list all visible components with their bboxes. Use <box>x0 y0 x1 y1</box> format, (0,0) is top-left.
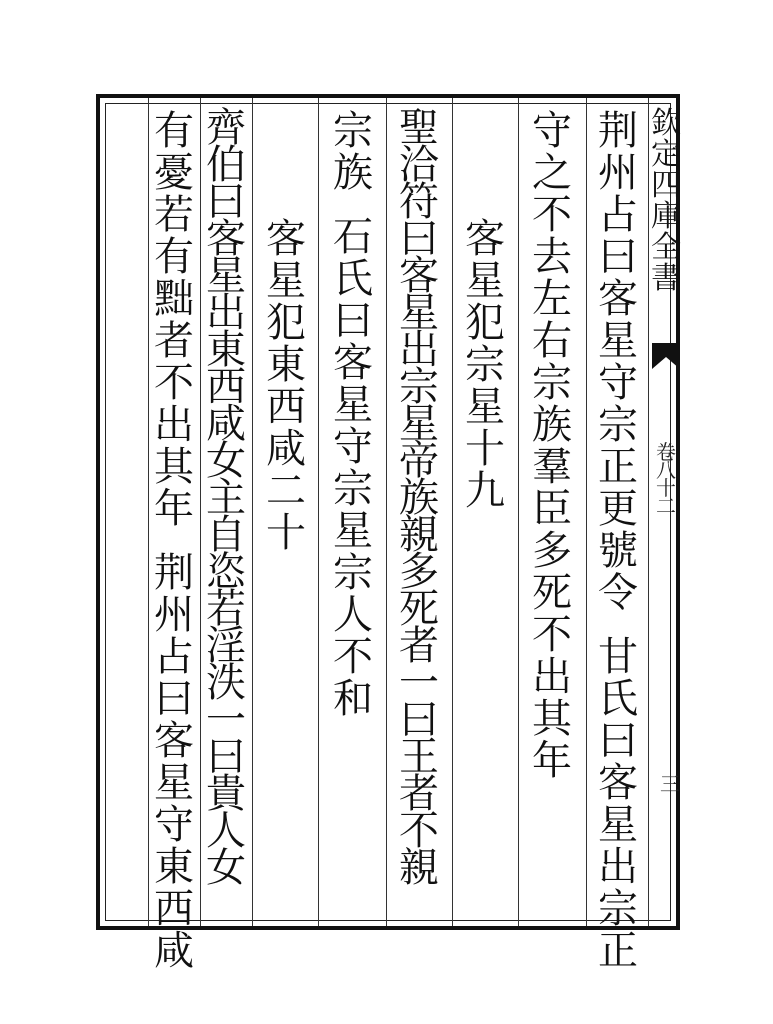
text-char: 九 <box>465 468 505 514</box>
text-char: 去 <box>532 234 572 280</box>
text-char: 守 <box>598 360 638 406</box>
text-char: 荆 <box>154 550 194 596</box>
text-char: 曰 <box>399 216 439 262</box>
text-char: 守 <box>154 802 194 848</box>
column-rule <box>200 98 201 926</box>
text-char: 不 <box>154 360 194 406</box>
text-column-6-segment-2 <box>262 218 310 554</box>
text-char: 之 <box>532 150 572 196</box>
text-char: 星 <box>465 384 505 430</box>
text-char: 者 <box>399 771 439 817</box>
text-char: 王 <box>399 734 439 780</box>
text-column-1-segment-1 <box>594 110 642 614</box>
text-char: 出 <box>206 290 246 336</box>
text-char: 石 <box>333 214 373 260</box>
text-char: 人 <box>206 808 246 854</box>
text-char: 客 <box>333 340 373 386</box>
text-char: 女 <box>206 845 246 891</box>
text-char: 死 <box>532 570 572 616</box>
text-char: 客 <box>598 276 638 322</box>
text-char: 宗 <box>333 108 373 154</box>
text-char: 星 <box>399 401 439 447</box>
column-rule <box>648 98 649 926</box>
text-char: 正 <box>598 444 638 490</box>
text-char: 咸 <box>266 426 306 472</box>
text-char: 曰 <box>598 718 638 764</box>
text-char: 親 <box>399 512 439 558</box>
text-char: 星 <box>333 508 373 554</box>
text-char: 出 <box>154 402 194 448</box>
column-rule <box>252 98 253 926</box>
text-char: 客 <box>154 718 194 764</box>
text-char: 不 <box>399 808 439 854</box>
column-rule <box>318 98 319 926</box>
text-char: 宗 <box>598 886 638 932</box>
text-char: 二 <box>266 468 306 514</box>
text-char: 宗 <box>333 466 373 512</box>
margin-page-number: 三 <box>660 772 680 796</box>
text-char: 出 <box>532 654 572 700</box>
fish-tail-mark <box>652 343 680 383</box>
text-char: 甘 <box>598 634 638 680</box>
text-column-1-segment-2 <box>594 636 642 972</box>
text-char: 宗 <box>465 342 505 388</box>
text-char: 星 <box>206 253 246 299</box>
text-char: 咸 <box>206 401 246 447</box>
text-column-3-segment-2 <box>461 218 509 512</box>
text-char: 荆 <box>598 108 638 154</box>
text-char: 年 <box>154 486 194 532</box>
text-char: 有 <box>154 234 194 280</box>
text-char: 者 <box>399 623 439 669</box>
text-char: 主 <box>206 475 246 521</box>
text-char: 曰 <box>206 179 246 225</box>
text-char: 星 <box>266 258 306 304</box>
text-char: 守 <box>532 108 572 154</box>
text-char: 宗 <box>333 550 373 596</box>
text-char: 東 <box>154 844 194 890</box>
column-rule <box>452 98 453 926</box>
text-char: 氏 <box>333 256 373 302</box>
text-char: 伯 <box>206 142 246 188</box>
text-char: 臣 <box>532 486 572 532</box>
text-char: 族 <box>399 475 439 521</box>
text-column-8-segment-2 <box>150 552 198 972</box>
text-char: 黜 <box>154 276 194 322</box>
text-char: 更 <box>598 486 638 532</box>
text-char: 西 <box>206 364 246 410</box>
text-char: 不 <box>532 192 572 238</box>
text-char: 客 <box>465 216 505 262</box>
text-char: 死 <box>399 586 439 632</box>
text-column-4-segment-1 <box>395 105 443 891</box>
text-char: 正 <box>598 928 638 974</box>
margin-volume: 卷八十二 <box>656 440 676 518</box>
text-char: 族 <box>333 150 373 196</box>
text-char: 宗 <box>532 360 572 406</box>
text-char: 星 <box>598 318 638 364</box>
text-char: 不 <box>333 634 373 680</box>
text-char: 齊 <box>206 105 246 151</box>
text-char: 客 <box>266 216 306 262</box>
text-char: 洽 <box>399 142 439 188</box>
text-char: 州 <box>598 150 638 196</box>
text-char: 自 <box>206 512 246 558</box>
text-char: 其 <box>532 696 572 742</box>
text-char: 一 <box>399 660 439 706</box>
text-char: 多 <box>532 528 572 574</box>
text-char: 星 <box>333 382 373 428</box>
text-char: 和 <box>333 676 373 722</box>
text-char: 親 <box>399 845 439 891</box>
text-char: 聖 <box>399 105 439 151</box>
text-char: 星 <box>154 760 194 806</box>
text-char: 西 <box>266 384 306 430</box>
text-column-5-segment-1 <box>329 110 377 194</box>
book-page-frame <box>96 94 681 974</box>
column-rule <box>586 98 587 926</box>
text-char: 氏 <box>598 676 638 722</box>
text-char: 客 <box>399 253 439 299</box>
text-char: 號 <box>598 528 638 574</box>
text-char: 犯 <box>465 300 505 346</box>
text-char: 曰 <box>598 234 638 280</box>
column-rule <box>148 98 149 926</box>
text-char: 占 <box>154 634 194 680</box>
text-column-7-segment-1 <box>202 105 250 891</box>
text-char: 占 <box>598 192 638 238</box>
text-char: 守 <box>333 424 373 470</box>
text-char: 恣 <box>206 549 246 595</box>
text-char: 星 <box>399 290 439 336</box>
text-char: 左 <box>532 276 572 322</box>
text-char: 淫 <box>206 623 246 669</box>
text-char: 犯 <box>266 300 306 346</box>
margin-book-title: 欽定四庫全書 <box>651 106 681 296</box>
text-char: 曰 <box>333 298 373 344</box>
text-char: 多 <box>399 549 439 595</box>
text-char: 一 <box>206 697 246 743</box>
text-char: 憂 <box>154 150 194 196</box>
text-char: 東 <box>266 342 306 388</box>
text-char: 十 <box>465 426 505 472</box>
text-char: 出 <box>399 327 439 373</box>
text-char: 曰 <box>399 697 439 743</box>
text-column-8-segment-1 <box>150 110 198 530</box>
text-char: 羣 <box>532 444 572 490</box>
text-char: 不 <box>532 612 572 658</box>
text-char: 曰 <box>206 734 246 780</box>
text-char: 若 <box>206 586 246 632</box>
text-char: 者 <box>154 318 194 364</box>
text-char: 帝 <box>399 438 439 484</box>
text-char: 其 <box>154 444 194 490</box>
text-char: 星 <box>598 802 638 848</box>
text-char: 東 <box>206 327 246 373</box>
text-char: 人 <box>333 592 373 638</box>
text-char: 西 <box>154 886 194 932</box>
column-rule <box>518 98 519 926</box>
text-char: 十 <box>266 510 306 556</box>
text-char: 客 <box>598 760 638 806</box>
text-char: 宗 <box>598 402 638 448</box>
text-char: 符 <box>399 179 439 225</box>
text-char: 星 <box>465 258 505 304</box>
text-char: 客 <box>206 216 246 262</box>
text-char: 令 <box>598 570 638 616</box>
text-char: 泆 <box>206 660 246 706</box>
column-rule <box>386 98 387 926</box>
text-char: 貴 <box>206 771 246 817</box>
text-char: 有 <box>154 108 194 154</box>
text-char: 女 <box>206 438 246 484</box>
text-char: 族 <box>532 402 572 448</box>
text-char: 出 <box>598 844 638 890</box>
text-char: 宗 <box>399 364 439 410</box>
text-column-2-segment-1 <box>528 110 576 782</box>
text-char: 若 <box>154 192 194 238</box>
text-char: 曰 <box>154 676 194 722</box>
text-char: 年 <box>532 738 572 784</box>
text-char: 州 <box>154 592 194 638</box>
text-char: 右 <box>532 318 572 364</box>
text-column-5-segment-2 <box>329 216 377 720</box>
text-char: 咸 <box>154 928 194 974</box>
